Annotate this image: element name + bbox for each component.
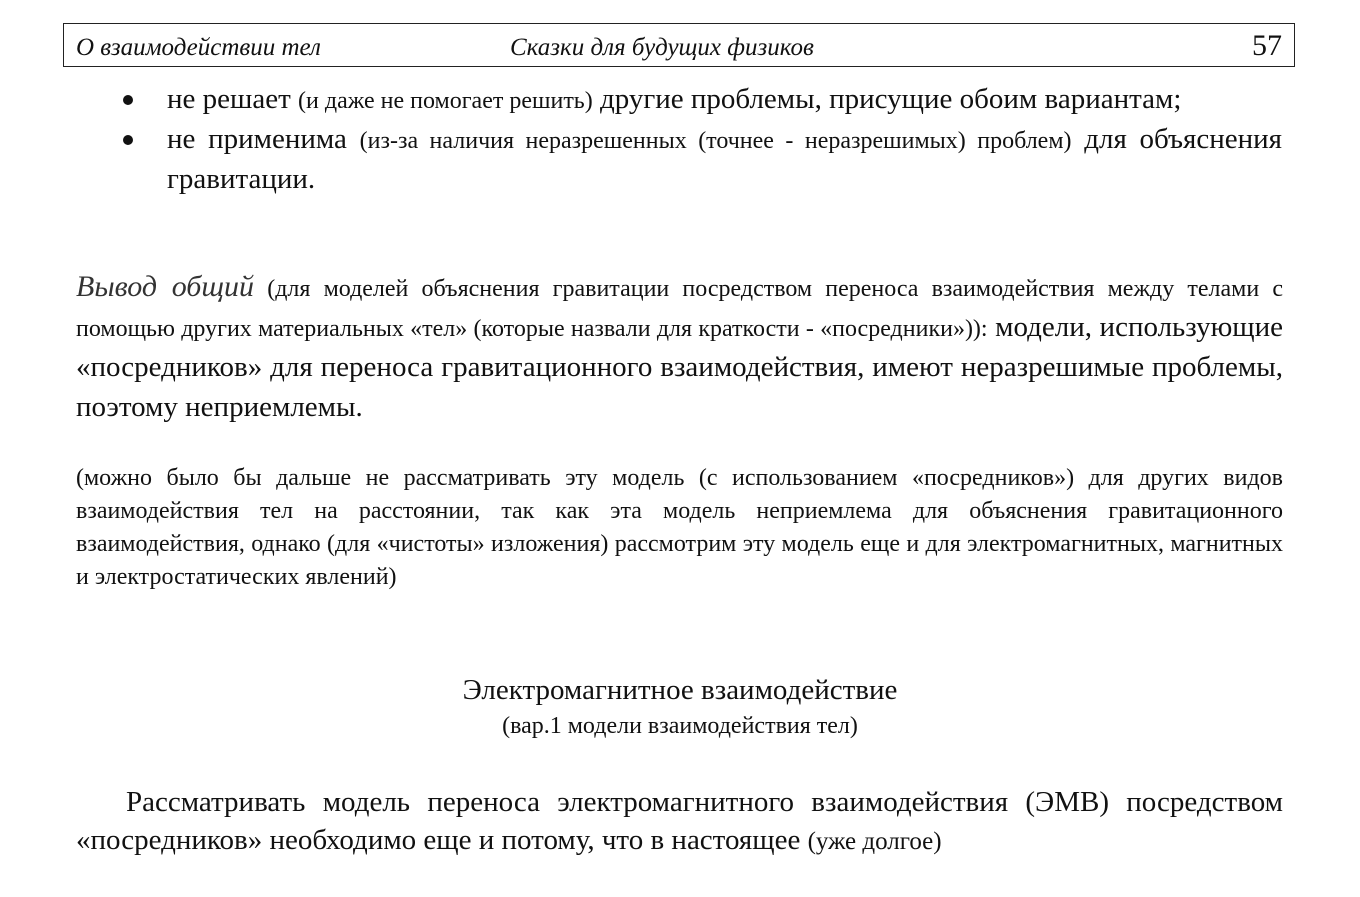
running-header	[63, 23, 1295, 67]
note-paragraph: (можно было бы дальше не рассматривать эту модель (с использованием «посредников») для других видов взаимодействия тел на расстоянии, так как эта модель неприемлема для объяснения гравитационного взаимодействия, однако (для «чистоты» изложения) рассмотрим эту модель еще и для электромагнитных, магнитных и электростатических явлений)	[76, 465, 1283, 590]
conclusion-body: модели, использующие «посредников» для переноса гравитационного взаимодействия, имеют неразрешимые проблемы, поэтому неприемлемы.	[76, 311, 1284, 423]
header-book-title: Сказки для будущих физиков	[510, 34, 814, 61]
general-conclusion	[76, 268, 1283, 428]
bullet-text-tail: другие проблемы, присущие обоим вариантам;	[592, 83, 1182, 115]
bullet-text-main: не решает	[167, 83, 299, 115]
conclusion-parenthetical-inner: (которые назвали для краткости - «посредники»)):	[473, 316, 988, 342]
body-paragraph-parenthetical: (уже долгое)	[807, 828, 942, 855]
conclusion-parenthetical: (для моделей объяснения гравитации посредством переноса взаимодействия между телами с помощью других материальных «тел»	[76, 276, 1283, 342]
bullet-item-1	[167, 80, 1282, 120]
section-title: Электромагнитное взаимодействие	[462, 674, 898, 706]
bullet-text-tail: для объяснения гравитации.	[167, 123, 1283, 195]
bullet-text-main: не применима	[167, 123, 360, 155]
conclusion-lead: Вывод общий	[76, 270, 255, 303]
bullet-dot-icon	[123, 135, 133, 145]
bullet-dot-icon	[123, 95, 133, 105]
bullet-list	[0, 80, 1360, 198]
body-paragraph	[76, 783, 1283, 861]
bullet-item-2	[167, 120, 1282, 198]
section-subtitle: (вар.1 модели взаимодействия тел)	[502, 713, 858, 739]
header-chapter-title: О взаимодействии тел	[76, 34, 321, 61]
body-paragraph-text: Рассматривать модель переноса электромагнитного взаимодействия (ЭМВ) посредством «посредников» необходимо еще и потому, что в настоящее	[76, 786, 1283, 856]
bullet-text-parenthetical: (и даже не помогает решить)	[298, 88, 593, 114]
bullet-text-parenthetical: (из-за наличия неразрешенных (точнее - неразрешимых) проблем)	[359, 128, 1072, 154]
page-number: 57	[1252, 29, 1282, 62]
